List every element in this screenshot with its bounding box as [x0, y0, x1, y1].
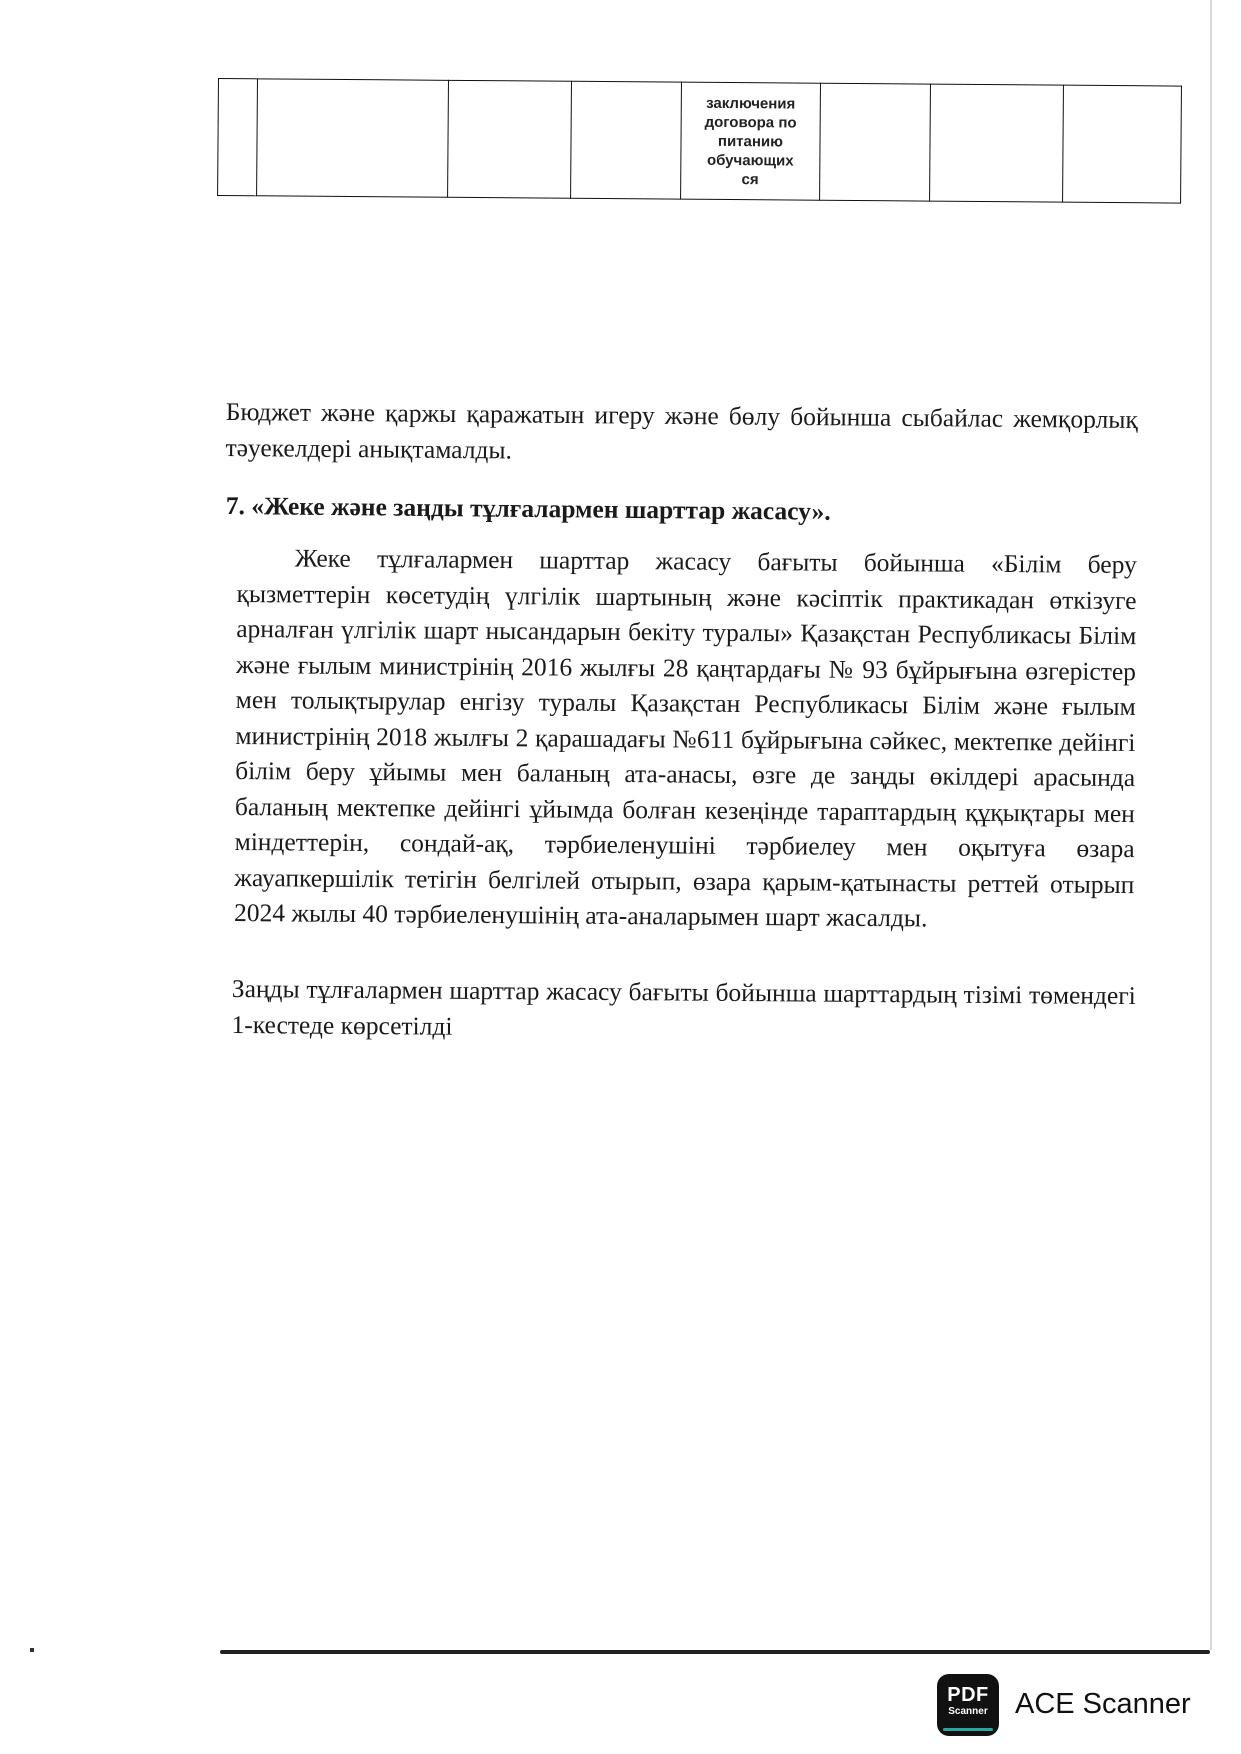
brand-name: ACE Scanner: [1015, 1688, 1191, 1720]
table-cell: [819, 83, 930, 201]
table-cell: [218, 79, 258, 196]
table-cell: [571, 81, 682, 199]
table-cell: [256, 79, 448, 197]
pdf-scanner-logo-icon: [937, 1674, 999, 1736]
table-fragment: [217, 78, 1182, 204]
paragraph-budget-risks: Бюджет және қаржы қаражатын игеру және бөлу бойынша сыбайлас жемқорлық тәуекелдері анықтамалды.: [225, 396, 1138, 465]
table-row: [218, 79, 1182, 204]
logo-text-top: PDF: [947, 1684, 989, 1706]
cell-contract-text: заключения договора по питанию обучающих ся: [704, 94, 797, 188]
logo-text-bottom: Scanner: [948, 1706, 988, 1717]
table-cell: [1063, 85, 1182, 203]
table-cell: [447, 80, 572, 198]
scan-edge-right: [1210, 0, 1212, 1650]
scan-artifact: [30, 1648, 34, 1652]
logo-accent-bar: [943, 1728, 993, 1731]
section-heading: 7. «Жеке және заңды тұлғалармен шарттар жасасу».: [225, 490, 831, 526]
table-cell: [929, 84, 1064, 202]
scan-edge-bottom: [220, 1650, 1210, 1654]
paragraph-contracts-legal-entities: Заңды тұлғалармен шарттар жасасу бағыты бойынша шарттардың тізімі төмендегі 1-кестеде көрсетілді: [231, 973, 1136, 1041]
table-cell: [681, 82, 820, 200]
paragraph-contracts-individuals: Жеке тұлғалармен шарттар жасасу бағыты бойынша «Білім беру қызметтерін көсетудің үлгілік шартының және кәсіптік практикадан өткізуге арналған үлгілік шарт нысандарын бекіту туралы» Қазақстан Республикасы Білім және ғылым министрінің 2016 жылғы 28 қаңтардағы № 93 бұйрығына өзгерістер мен толықтырулар енгізу туралы Қазақстан Республикасы Білім және ғылым министрінің 2018 жылғы 2 қарашадағы №611 бұйрығына сәйкес, мектепке дейінгі білім беру ұйымы мен баланың ата-анасы, өзге де заңды өкілдері арасында баланың мектепке дейінгі ұйымда болған кезеңінде тараптардың құқықтары мен міндеттерін, сондай-ақ, тәрбиеленушіні тәрбиелеу мен оқытуға өзара жауапкершілік тетігін белгілей отырып, өзара қарым-қатынасты реттей отырып 2024 жылы 40 тәрбиеленушінің ата-аналарымен шарт жасалды.: [233, 543, 1137, 933]
